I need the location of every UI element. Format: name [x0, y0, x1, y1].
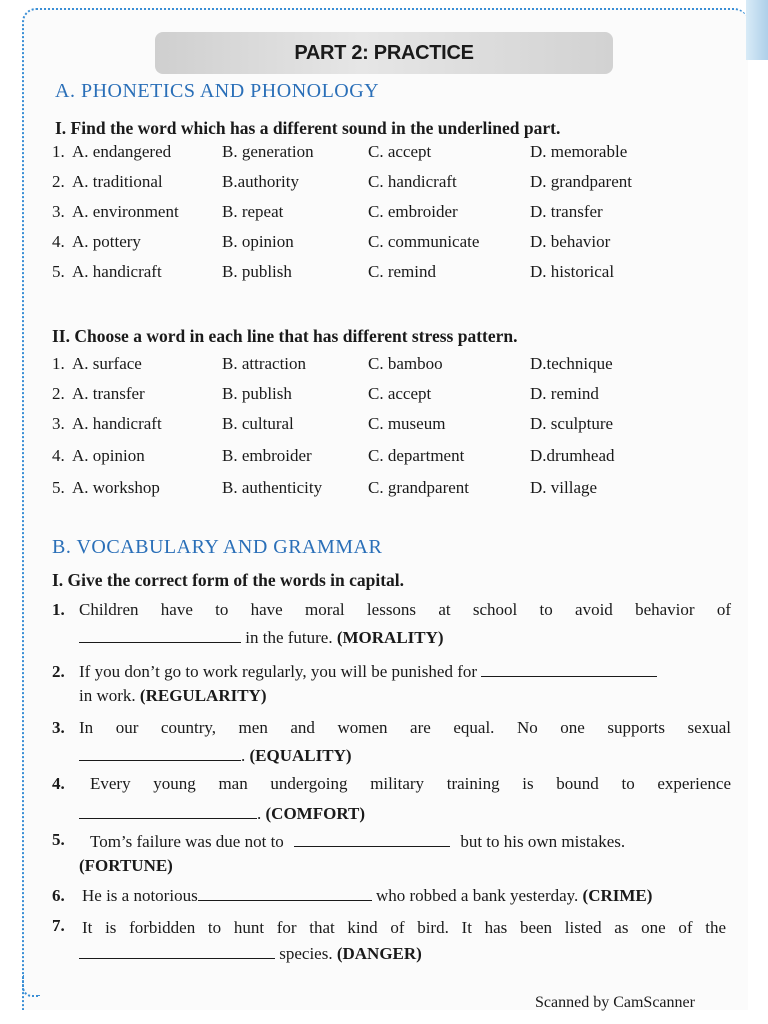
- option-d: D. remind: [530, 384, 599, 403]
- answer-blank[interactable]: [79, 804, 257, 819]
- option-b: B. publish: [222, 384, 292, 403]
- item-text: species.: [279, 944, 333, 963]
- stress-row: [52, 414, 732, 438]
- item-text: Children have to have moral lessons at school to avoid behavior of: [79, 600, 731, 619]
- option-a: A. traditional: [72, 172, 163, 191]
- stress-row: [52, 354, 732, 378]
- option-a: A. pottery: [72, 232, 141, 251]
- item-text: He is a notorious: [82, 886, 198, 905]
- keyword: (CRIME): [582, 886, 653, 905]
- item-text: Tom’s failure was due not to: [90, 832, 284, 851]
- option-c: C. accept: [368, 142, 432, 161]
- option-b: B. generation: [222, 142, 314, 161]
- keyword: (REGULARITY): [139, 686, 267, 705]
- option-c: C. department: [368, 446, 465, 465]
- option-a: A. handicraft: [72, 414, 162, 433]
- exercise-item: [52, 830, 732, 882]
- item-number: 7.: [52, 916, 65, 935]
- item-line: [79, 662, 657, 682]
- phonetics-row: [52, 202, 732, 226]
- item-line: [82, 886, 652, 906]
- option-d: D. sculpture: [530, 414, 614, 433]
- option-a: A. surface: [72, 354, 142, 373]
- stress-row: [52, 446, 732, 470]
- option-b: B. embroider: [222, 446, 312, 465]
- item-continuation: [79, 856, 173, 876]
- phonetics-row: [52, 142, 732, 166]
- item-text: It is forbidden to hunt for that kind of bird. It has been listed as one of the: [82, 918, 726, 937]
- phonetics-row: [52, 172, 732, 196]
- row-number: 4.: [52, 446, 65, 465]
- option-a: A. endangered: [72, 142, 172, 161]
- option-b: B. attraction: [222, 354, 307, 373]
- option-a: A. opinion: [72, 446, 145, 465]
- row-number: 5.: [52, 478, 65, 497]
- exercise-item: [52, 916, 732, 968]
- answer-blank[interactable]: [79, 628, 241, 643]
- section-a-part2-instruction: II. Choose a word in each line that has different stress pattern.: [52, 326, 518, 346]
- keyword: (COMFORT): [265, 804, 365, 823]
- item-line: [90, 832, 625, 852]
- item-text: but to his own mistakes.: [460, 832, 626, 851]
- section-a-part1-instruction: I. Find the word which has a different sound in the underlined part.: [55, 118, 561, 138]
- row-number: 4.: [52, 232, 65, 251]
- row-number: 1.: [52, 354, 65, 373]
- option-a: A. environment: [72, 202, 179, 221]
- option-c: C. accept: [368, 384, 432, 403]
- phonetics-row: [52, 262, 732, 286]
- option-a: A. transfer: [72, 384, 145, 403]
- option-d: D. memorable: [530, 142, 628, 161]
- row-number: 2.: [52, 172, 65, 191]
- keyword: (EQUALITY): [249, 746, 352, 765]
- option-d: D. behavior: [530, 232, 611, 251]
- option-c: C. bamboo: [368, 354, 443, 373]
- keyword: (DANGER): [336, 944, 422, 963]
- item-number: 4.: [52, 774, 65, 793]
- section-b-heading: B. VOCABULARY AND GRAMMAR: [52, 536, 383, 558]
- item-text: If you don’t go to work regularly, you will be punished for: [79, 662, 478, 681]
- answer-blank[interactable]: [481, 662, 657, 677]
- option-d: D. historical: [530, 262, 615, 281]
- item-text: in work.: [79, 686, 136, 705]
- item-number: 1.: [52, 600, 65, 619]
- phonetics-row: [52, 232, 732, 256]
- option-d: D. village: [530, 478, 598, 497]
- option-d: D.drumhead: [530, 446, 615, 465]
- item-text: who robbed a bank yesterday.: [375, 886, 579, 905]
- item-continuation: [79, 804, 365, 824]
- option-c: C. communicate: [368, 232, 480, 251]
- exercise-item: [52, 886, 732, 914]
- exercise-item: [52, 662, 732, 714]
- row-number: 3.: [52, 202, 65, 221]
- option-d: D. grandparent: [530, 172, 632, 191]
- item-text: In our country, men and women are equal. No one supports sexual: [79, 718, 731, 737]
- section-a-heading: A. PHONETICS AND PHONOLOGY: [55, 80, 380, 102]
- border-decoration: [22, 975, 40, 997]
- option-b: B.authority: [222, 172, 299, 191]
- option-a: A. workshop: [72, 478, 160, 497]
- option-c: C. grandparent: [368, 478, 470, 497]
- option-b: B. publish: [222, 262, 292, 281]
- option-c: C. handicraft: [368, 172, 457, 191]
- option-b: B. authenticity: [222, 478, 323, 497]
- stress-row: [52, 384, 732, 408]
- answer-blank[interactable]: [79, 746, 241, 761]
- row-number: 1.: [52, 142, 65, 161]
- item-text: Every young man undergoing military training is bound to experience: [90, 774, 731, 793]
- item-continuation: [79, 628, 444, 648]
- keyword: (FORTUNE): [79, 856, 173, 875]
- section-b-instruction: I. Give the correct form of the words in capital.: [52, 570, 405, 590]
- option-c: C. remind: [368, 262, 436, 281]
- option-c: C. museum: [368, 414, 446, 433]
- stress-row: [52, 478, 732, 502]
- item-number: 2.: [52, 662, 65, 681]
- option-d: D. transfer: [530, 202, 603, 221]
- item-text: in the future.: [245, 628, 333, 647]
- keyword: (MORALITY): [336, 628, 444, 647]
- row-number: 2.: [52, 384, 65, 403]
- item-number: 5.: [52, 830, 65, 849]
- option-b: B. cultural: [222, 414, 294, 433]
- exercise-item: [52, 600, 732, 652]
- answer-blank[interactable]: [79, 944, 275, 959]
- exercise-item: [52, 774, 732, 826]
- scanner-watermark: Scanned by CamScanner: [535, 994, 695, 1011]
- corner-decoration: [746, 0, 768, 60]
- item-continuation: [79, 686, 266, 706]
- answer-blank[interactable]: [198, 886, 372, 901]
- exercise-item: [52, 718, 732, 770]
- item-text: .: [257, 804, 262, 823]
- option-a: A. handicraft: [72, 262, 162, 281]
- option-d: D.technique: [530, 354, 613, 373]
- item-number: 3.: [52, 718, 65, 737]
- option-b: B. opinion: [222, 232, 294, 251]
- row-number: 5.: [52, 262, 65, 281]
- answer-blank[interactable]: [294, 832, 450, 847]
- item-number: 6.: [52, 886, 65, 905]
- item-continuation: [79, 746, 352, 766]
- option-b: B. repeat: [222, 202, 284, 221]
- item-continuation: [79, 944, 422, 964]
- row-number: 3.: [52, 414, 65, 433]
- option-c: C. embroider: [368, 202, 458, 221]
- part-banner: PART 2: PRACTICE: [155, 32, 613, 74]
- item-text: .: [241, 746, 246, 765]
